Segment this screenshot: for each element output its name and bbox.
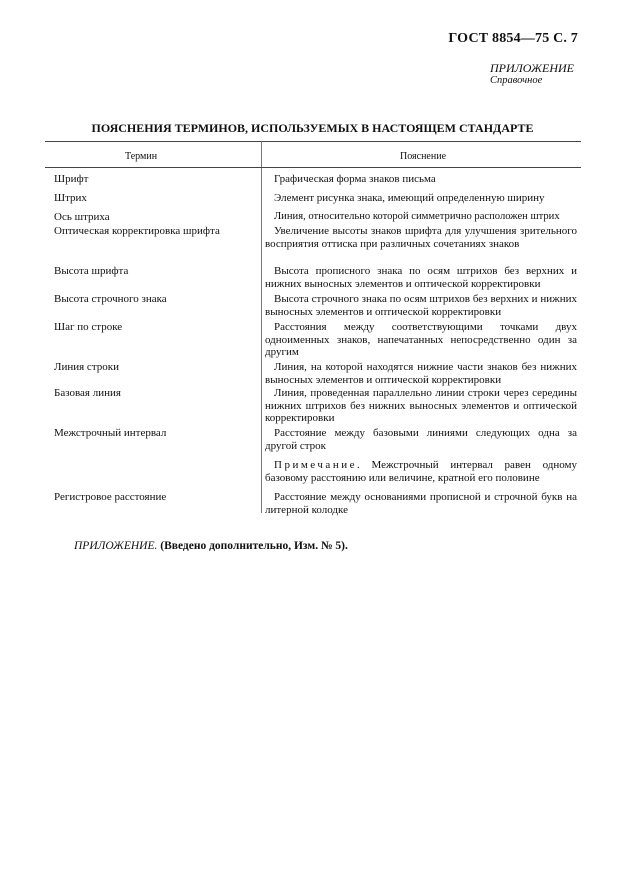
explanation-cell: Расстояния между соответствующими точками двух одноименных знаков, напечатанных непосредственно один за другим bbox=[265, 321, 577, 358]
term-cell: Регистровое расстояние bbox=[54, 491, 167, 503]
explanation-cell: Линия, относительно которой симметрично расположен штрих bbox=[274, 211, 560, 222]
column-header-explanation: Пояснение bbox=[400, 151, 447, 162]
term-cell: Базовая линия bbox=[54, 387, 121, 399]
term-cell: Штрих bbox=[54, 192, 87, 204]
explanation-cell: Высота строчного знака по осям штрихов без верхних и нижних выносных элементов и оптической корректировки bbox=[265, 293, 577, 318]
appendix-footnote bbox=[74, 540, 348, 552]
explanation-cell: Высота прописного знака по осям штрихов без верхних и нижних выносных элементов и оптической корректировки bbox=[265, 265, 577, 290]
explanation-cell: Увеличение высоты знаков шрифта для улучшения зрительного восприятия оттиска при различных сочетаниях знаков bbox=[265, 225, 577, 250]
term-cell: Ось штриха bbox=[54, 211, 110, 223]
table-top-rule bbox=[45, 141, 581, 142]
explanation-cell: Линия, на которой находятся нижние части знаков без нижних выносных элементов и оптической корректировки bbox=[265, 361, 577, 386]
explanation-cell: Графическая форма знаков письма bbox=[274, 173, 436, 185]
term-cell: Шрифт bbox=[54, 173, 89, 185]
appendix-type: Справочное bbox=[490, 75, 543, 86]
note-label: Примечание bbox=[274, 459, 357, 471]
footnote-label: ПРИЛОЖЕНИЕ. bbox=[74, 540, 158, 552]
explanation-cell: Элемент рисунка знака, имеющий определенную ширину bbox=[274, 192, 545, 204]
explanation-cell: Расстояние между базовыми линиями следующих одна за другой строк bbox=[265, 427, 577, 452]
page-header-standard: ГОСТ 8854—75 С. 7 bbox=[448, 31, 578, 46]
term-cell: Межстрочный интервал bbox=[54, 427, 167, 439]
note-cell bbox=[265, 459, 577, 484]
header-bottom-rule bbox=[45, 167, 581, 168]
footnote-text: (Введено дополнительно, Изм. № 5). bbox=[157, 540, 348, 552]
explanation-cell: Линия, проведенная параллельно линии строки через середины нижних штрихов без нижних выносных элементов и оптической корректировки bbox=[265, 387, 577, 424]
appendix-label: ПРИЛОЖЕНИЕ bbox=[490, 61, 574, 75]
column-divider bbox=[261, 141, 262, 513]
term-cell: Высота строчного знака bbox=[54, 293, 167, 305]
explanation-cell: Расстояние между основаниями прописной и строчной букв на литерной колодке bbox=[265, 491, 577, 516]
term-cell: Оптическая корректировка шрифта bbox=[54, 225, 220, 237]
term-cell: Линия строки bbox=[54, 361, 119, 373]
note-text: . Межстрочный интервал равен одному базовому расстоянию или величине, кратной его половине bbox=[265, 459, 577, 484]
term-cell: Шаг по строке bbox=[54, 321, 123, 333]
term-cell: Высота шрифта bbox=[54, 265, 129, 277]
document-title: ПОЯСНЕНИЯ ТЕРМИНОВ, ИСПОЛЬЗУЕМЫХ В НАСТОЯЩЕМ СТАНДАРТЕ bbox=[91, 121, 534, 135]
column-header-term: Термин bbox=[125, 151, 158, 162]
